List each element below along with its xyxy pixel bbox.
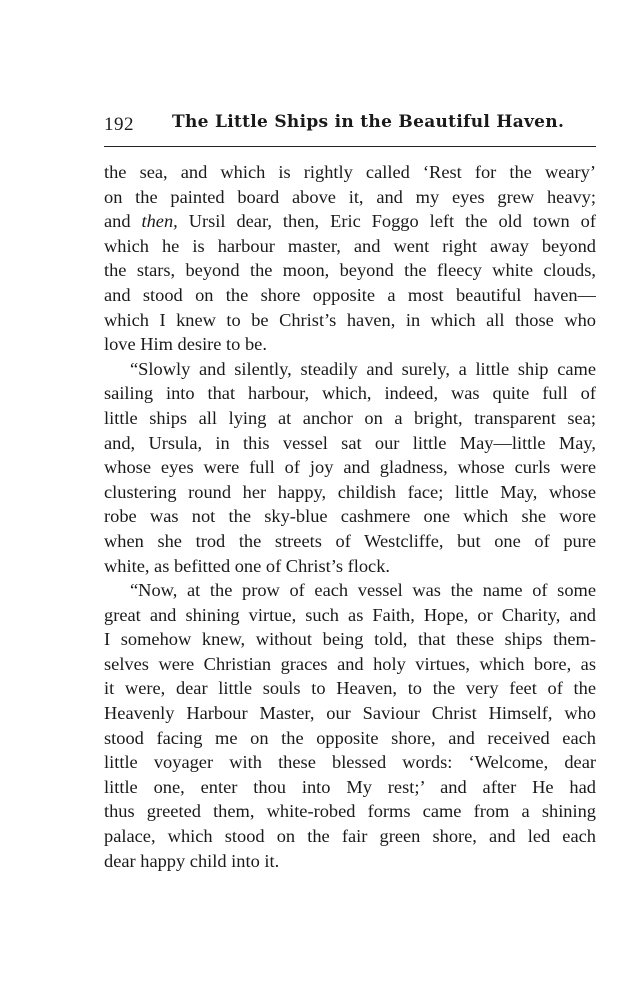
text-line: love Him desire to be. — [104, 334, 267, 355]
text-line: “Slowly and silently, steadily and surely, a little ship came — [130, 358, 596, 379]
italic-word: then, — [141, 211, 178, 232]
text-line: Heavenly Harbour Master, our Saviour Christ Himself, who — [104, 703, 596, 724]
text-line: whose eyes were full of joy and gladness, whose curls were — [104, 457, 596, 478]
text-line: little one, enter thou into My rest;’ and after He had — [104, 776, 596, 797]
text-line: robe was not the sky-blue cashmere one which she wore — [104, 506, 596, 527]
text-fragment: and — [104, 211, 142, 232]
text-line: “Now, at the prow of each vessel was the name of some — [130, 580, 596, 601]
text-line — [104, 209, 596, 234]
text-line: and, Ursula, in this vessel sat our little May—little May, — [104, 432, 596, 453]
text-line: on the painted board above it, and my eyes grew heavy; — [104, 186, 596, 207]
running-title: The Little Ships in the Beautiful Haven. — [172, 112, 565, 132]
text-line: little voyager with these blessed words: ‘Welcome, dear — [104, 752, 596, 773]
text-line: selves were Christian graces and holy virtues, which bore, as — [104, 653, 596, 674]
text-line: it were, dear little souls to Heaven, to the very feet of the — [104, 678, 596, 699]
text-line: clustering round her happy, childish face; little May, whose — [104, 481, 596, 502]
text-line: I somehow knew, without being told, that these ships them- — [104, 629, 596, 650]
text-fragment: Ursil dear, then, Eric Foggo left the old town of — [177, 211, 596, 232]
text-line: sailing into that harbour, which, indeed, was quite full of — [104, 383, 596, 404]
text-line: little ships all lying at anchor on a bright, transparent sea; — [104, 407, 596, 428]
text-line: the sea, and which is rightly called ‘Rest for the weary’ — [104, 162, 596, 182]
header-rule — [104, 146, 596, 147]
text-line: which I knew to be Christ’s haven, in which all those who — [104, 309, 596, 330]
text-line: palace, which stood on the fair green shore, and led each — [104, 826, 596, 847]
text-line: stood facing me on the opposite shore, and received each — [104, 727, 596, 748]
text-line: when she trod the streets of Westcliffe, but one of pure — [104, 530, 596, 551]
text-line: white, as befitted one of Christ’s flock. — [104, 555, 391, 576]
text-line: thus greeted them, white-robed forms came from a shining — [104, 801, 596, 822]
text-line: great and shining virtue, such as Faith, Hope, or Charity, and — [104, 604, 596, 625]
text-line: dear happy child into it. — [104, 850, 280, 871]
page-header — [104, 112, 596, 142]
body-text — [104, 160, 596, 873]
text-line: and stood on the shore opposite a most beautiful haven— — [104, 284, 596, 305]
text-line: which he is harbour master, and went right away beyond — [104, 235, 596, 256]
page-number: 192 — [104, 114, 134, 135]
text-line: the stars, beyond the moon, beyond the fleecy white clouds, — [104, 260, 596, 281]
